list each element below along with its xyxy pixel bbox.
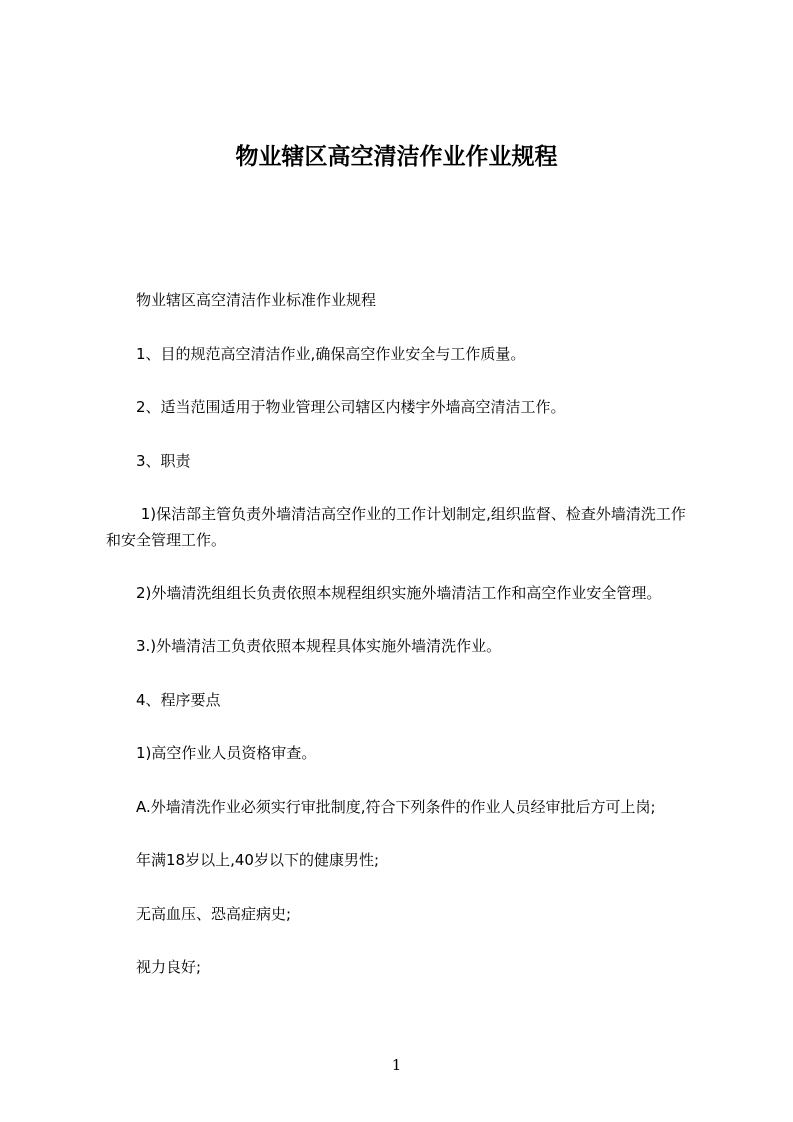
paragraph-responsibilities-heading: 3、职责 — [106, 452, 191, 470]
paragraph-condition-vision: 视力良好; — [106, 958, 202, 976]
paragraph-responsibility-3: 3.)外墙清洁工负责依照本规程具体实施外墙清洗作业。 — [106, 637, 502, 655]
paragraph-responsibility-2: 2)外墙清洗组组长负责依照本规程组织实施外墙清洁工作和高空作业安全管理。 — [106, 584, 662, 602]
paragraph-purpose: 1、目的规范高空清洁作业,确保高空作业安全与工作质量。 — [106, 345, 526, 363]
page-number: 1 — [391, 1056, 402, 1074]
paragraph-procedure-1: 1)高空作业人员资格审查。 — [106, 744, 317, 762]
paragraph-subtitle: 物业辖区高空清洁作业标准作业规程 — [106, 291, 377, 309]
paragraph-procedure-a: A.外墙清洗作业必须实行审批制度,符合下列条件的作业人员经审批后方可上岗; — [106, 798, 656, 816]
paragraph-responsibility-1: 1)保洁部主管负责外墙清洁高空作业的工作计划制定,组织监督、检查外墙清洗工作和安全管理工作。 — [106, 505, 686, 549]
paragraph-condition-age: 年满18岁以上,40岁以下的健康男性; — [106, 851, 379, 869]
paragraph-condition-health: 无高血压、恐高症病史; — [106, 905, 292, 923]
paragraph-scope: 2、适当范围适用于物业管理公司辖区内楼宇外墙高空清洁工作。 — [106, 398, 566, 416]
document-title: 物业辖区高空清洁作业作业规程 — [235, 144, 558, 170]
paragraph-procedure-heading: 4、程序要点 — [106, 691, 221, 709]
